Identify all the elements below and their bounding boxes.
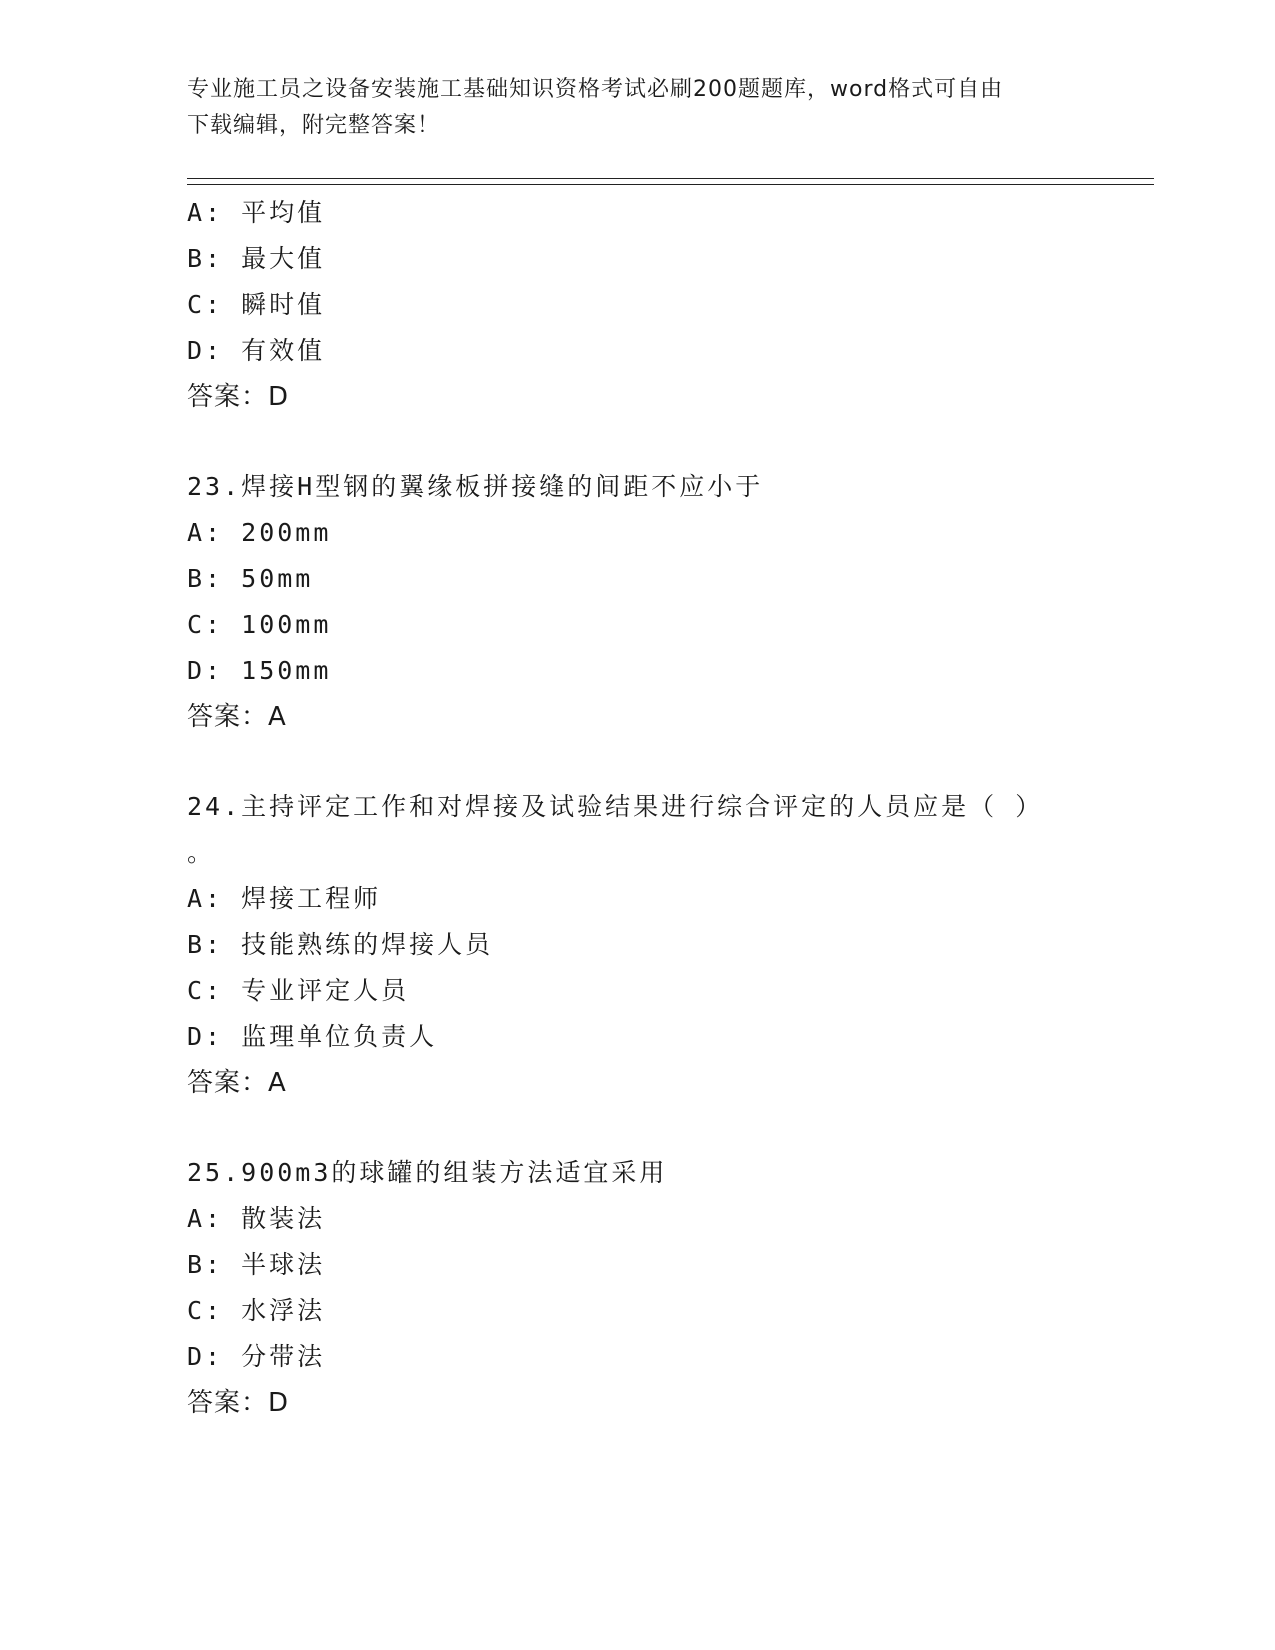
question-24 xyxy=(187,784,1147,1106)
option-a: A: 焊接工程师 xyxy=(187,884,382,913)
option-d: D: 监理单位负责人 xyxy=(187,1022,438,1051)
option-b: B: 技能熟练的焊接人员 xyxy=(187,930,494,959)
option-d: D: 150mm xyxy=(187,656,332,685)
answer: 答案：A xyxy=(187,1068,287,1098)
header-title-line-2: 下载编辑，附完整答案！ xyxy=(187,113,441,138)
document-header xyxy=(187,72,1067,144)
option-a: A: 散装法 xyxy=(187,1204,326,1233)
option-c: C: 100mm xyxy=(187,610,332,639)
question-title: 23.焊接H型钢的翼缘板拼接缝的间距不应小于 xyxy=(187,472,764,501)
question-22 xyxy=(187,190,1147,420)
question-title-continuation: 。 xyxy=(187,838,216,867)
header-title-line-1: 专业施工员之设备安装施工基础知识资格考试必刷200题题库，word格式可自由 xyxy=(187,77,1004,102)
answer: 答案：D xyxy=(187,1388,290,1418)
option-d: D: 分带法 xyxy=(187,1342,326,1371)
spacer xyxy=(187,1106,1147,1150)
answer: 答案：D xyxy=(187,382,290,412)
option-b: B: 最大值 xyxy=(187,244,326,273)
spacer xyxy=(187,420,1147,464)
option-c: C: 专业评定人员 xyxy=(187,976,410,1005)
option-c: C: 瞬时值 xyxy=(187,290,326,319)
question-title: 24.主持评定工作和对焊接及试验结果进行综合评定的人员应是（ ） xyxy=(187,792,1044,821)
header-double-rule xyxy=(187,178,1154,185)
option-a: A: 平均值 xyxy=(187,198,326,227)
answer: 答案：A xyxy=(187,702,287,732)
spacer xyxy=(187,740,1147,784)
option-d: D: 有效值 xyxy=(187,336,326,365)
question-title: 25.900m3的球罐的组装方法适宜采用 xyxy=(187,1158,668,1187)
option-c: C: 水浮法 xyxy=(187,1296,326,1325)
option-b: B: 半球法 xyxy=(187,1250,326,1279)
question-23 xyxy=(187,464,1147,740)
option-a: A: 200mm xyxy=(187,518,332,547)
question-25 xyxy=(187,1150,1147,1426)
question-list xyxy=(187,190,1147,1426)
option-b: B: 50mm xyxy=(187,564,314,593)
